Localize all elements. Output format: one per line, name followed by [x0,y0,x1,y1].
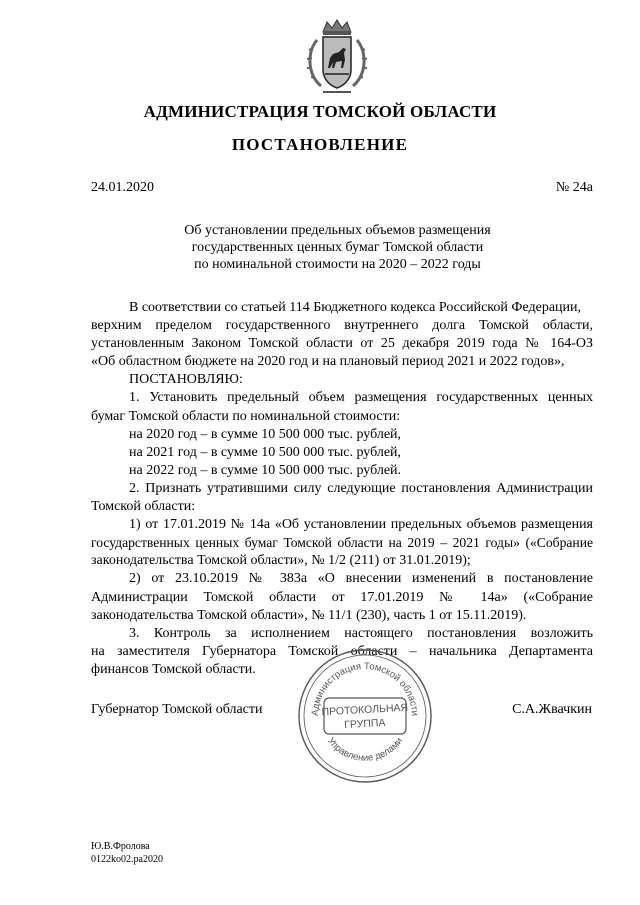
stamp-outer-text: Администрация Томской области [309,660,421,717]
document-footer [91,840,163,866]
body-line: на 2021 год – в сумме 10 500 000 тыс. рублей, [129,444,402,460]
body-line: установленным Законом Томской области от 25 декабря 2019 года № 164-ОЗ [91,336,593,352]
organization-title: АДМИНИСТРАЦИЯ ТОМСКОЙ ОБЛАСТИ [143,102,497,121]
body-line: Томской области: [91,499,196,515]
body-line: Администрации Томской области от 17.01.2019 № 14а» («Собрание [91,589,593,605]
body-line: на 2022 год – в сумме 10 500 000 тыс. рублей. [129,462,402,478]
document-number: № 24а [555,180,593,195]
body-line: В соответствии со статьей 114 Бюджетного кодекса Российской Федерации, [129,300,582,315]
subject-line: государственных ценных бумаг Томской области [191,240,484,255]
body-line: 2. Признать утратившими силу следующие постановления Администрации [129,480,593,496]
stamp-inner-line2: ГРУППА [343,716,386,732]
body-line: 2) от 23.10.2019 № 383а «О внесении изменений в постановление [129,571,593,587]
body-line: финансов Томской области. [91,661,256,677]
body-line: верхним пределом государственного внутреннего долга Томской области, [91,318,593,334]
body-line: 1. Установить предельный объем размещения государственных ценных [129,390,593,406]
body-line: бумаг Томской области по номинальной стоимости: [91,408,401,424]
body-line: законодательства Томской области», № 1/2 (211) от 31.01.2019); [91,553,471,569]
body-line: на заместителя Губернатора Томской области – начальника Департамента [91,643,593,659]
body-line: 3. Контроль за исполнением настоящего постановления возложить [129,625,593,641]
body-line: законодательства Томской области», № 11/1 (230), часть 1 от 15.11.2019). [91,607,527,623]
subject-line: по номинальной стоимости на 2020 – 2022 годы [194,257,481,272]
signatory-position: Губернатор Томской области [91,702,263,717]
document-body [91,299,593,679]
body-line: 1) от 17.01.2019 № 14а «Об установлении предельных объемов размещения [129,517,593,533]
document-date: 24.01.2020 [91,180,154,195]
stamp-inner-line1: ПРОТОКОЛЬНАЯ [321,701,409,719]
body-line: государственных ценных бумаг Томской области на 2019 – 2021 годы» («Собрание [91,535,593,551]
footer-file-code: 0122ko02.pa2020 [91,854,163,865]
body-line: «Об областном бюджете на 2020 год и на плановый период 2021 и 2022 годов», [91,354,565,370]
body-line: на 2020 год – в сумме 10 500 000 тыс. рублей, [129,426,402,442]
body-line: ПОСТАНОВЛЯЮ: [129,372,243,388]
subject-line: Об установлении предельных объемов размещения [184,223,491,238]
document-type: ПОСТАНОВЛЕНИЕ [231,135,409,154]
document-subject [150,222,525,273]
footer-author: Ю.В.Фролова [91,841,150,852]
official-stamp [296,647,434,785]
signatory-name: С.А.Жвачкин [512,702,592,717]
coat-of-arms-icon [303,18,371,94]
stamp-bottom-text: Управление делами [324,735,406,764]
